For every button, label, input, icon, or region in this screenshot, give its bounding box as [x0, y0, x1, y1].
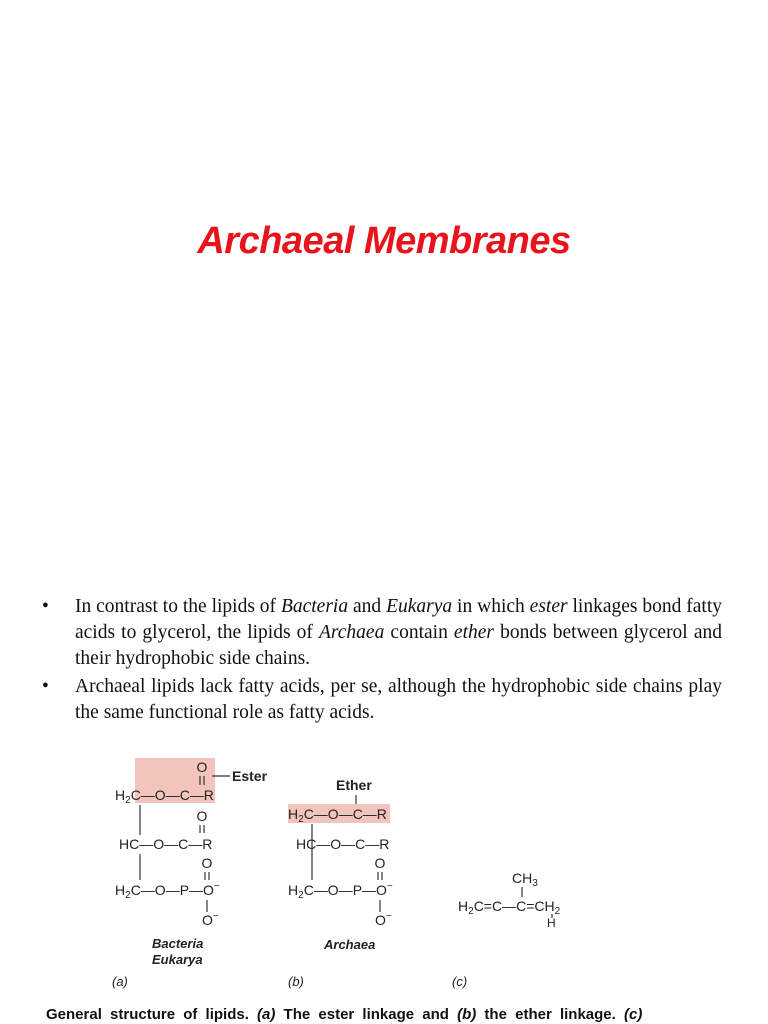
- caption-text-segment: General structure of lipids.: [46, 1006, 258, 1023]
- svg-text:H2C=C—C=CH2: $H_2C=C—C=CH_2$: [458, 898, 561, 917]
- panel-a-label: (a): [112, 974, 128, 989]
- svg-text:H2C—O—C—R: $H_2C—O—C—R$: [115, 787, 214, 806]
- svg-text:CH3: $CH_3$: [512, 870, 538, 889]
- panel-a-structure: [112, 758, 268, 989]
- svg-text:H: H: [547, 916, 556, 930]
- bullet-text-2: [75, 676, 722, 723]
- bacteria-label: Bacteria: [152, 936, 204, 951]
- svg-text:H2C—O—P—O−: $H_2C—O—P—O^-$: [288, 881, 393, 901]
- bullet-text-segment: ether: [453, 622, 494, 643]
- panel-b-label: (b): [288, 974, 304, 989]
- bullet-dot-icon: •: [42, 596, 49, 617]
- bullet-text-segment: bonds between glycerol and their hydrophobic side chains.: [75, 622, 722, 669]
- svg-text:H2C—O—C—R: $H_2C—O—C—R$: [288, 806, 387, 825]
- bullet-text-segment: linkages bond fatty acids to glycerol, the lipids of: [75, 596, 722, 643]
- bullet-list: [42, 594, 722, 728]
- bullet-text-segment: Archaeal lipids lack fatty acids, per se, although the hydrophobic side chains play the same functional role as fatty acids.: [75, 676, 722, 723]
- caption-text-segment: The ester linkage and: [275, 1006, 458, 1023]
- bullet-text-segment: contain: [384, 622, 454, 643]
- bullet-text-segment: in which: [452, 596, 530, 617]
- bullet-text-1: [75, 596, 722, 669]
- ester-label: Ester: [232, 768, 268, 784]
- archaea-label: Archaea: [324, 937, 376, 952]
- svg-text:O: O: [196, 759, 208, 775]
- bullet-text-segment: Eukarya: [386, 596, 453, 617]
- svg-text:O−: O−: [375, 911, 392, 928]
- svg-text:HC—O—C—R: HC—O—C—R: [119, 836, 213, 852]
- panel-c-label: (c): [452, 974, 468, 989]
- svg-text:O: O: [196, 808, 208, 824]
- caption-text-segment: the ether linkage.: [476, 1006, 624, 1023]
- svg-text:O: O: [374, 855, 386, 871]
- bullet-text-segment: Bacteria: [280, 596, 349, 617]
- caption-text-segment: (b): [457, 1006, 477, 1023]
- bullet-dot-icon: •: [42, 676, 49, 697]
- caption-text-segment: (c): [623, 1006, 643, 1023]
- bullet-item-1: [42, 594, 722, 672]
- svg-text:H2C—O—P—O−: $H_2C—O—P—O^-$: [115, 881, 220, 901]
- caption-text-segment: (a): [257, 1006, 276, 1023]
- bullet-text-segment: In contrast to the lipids of: [75, 596, 281, 617]
- bullet-text-segment: and: [348, 596, 387, 617]
- lipid-structure-figure: [100, 750, 640, 1000]
- eukarya-label: Eukarya: [152, 952, 203, 967]
- panel-c-structure: [452, 870, 561, 989]
- svg-text:HC—O—C—R: HC—O—C—R: [296, 836, 390, 852]
- bullet-item-2: [42, 674, 722, 726]
- ether-label: Ether: [336, 777, 372, 793]
- panel-b-structure: [288, 777, 393, 989]
- figure-caption: [46, 1006, 728, 1023]
- bullet-text-segment: Archaea: [318, 622, 385, 643]
- svg-text:O: O: [201, 855, 213, 871]
- svg-text:O−: O−: [202, 911, 219, 928]
- slide-title: Archaeal Membranes: [197, 220, 571, 262]
- bullet-text-segment: ester: [529, 596, 568, 617]
